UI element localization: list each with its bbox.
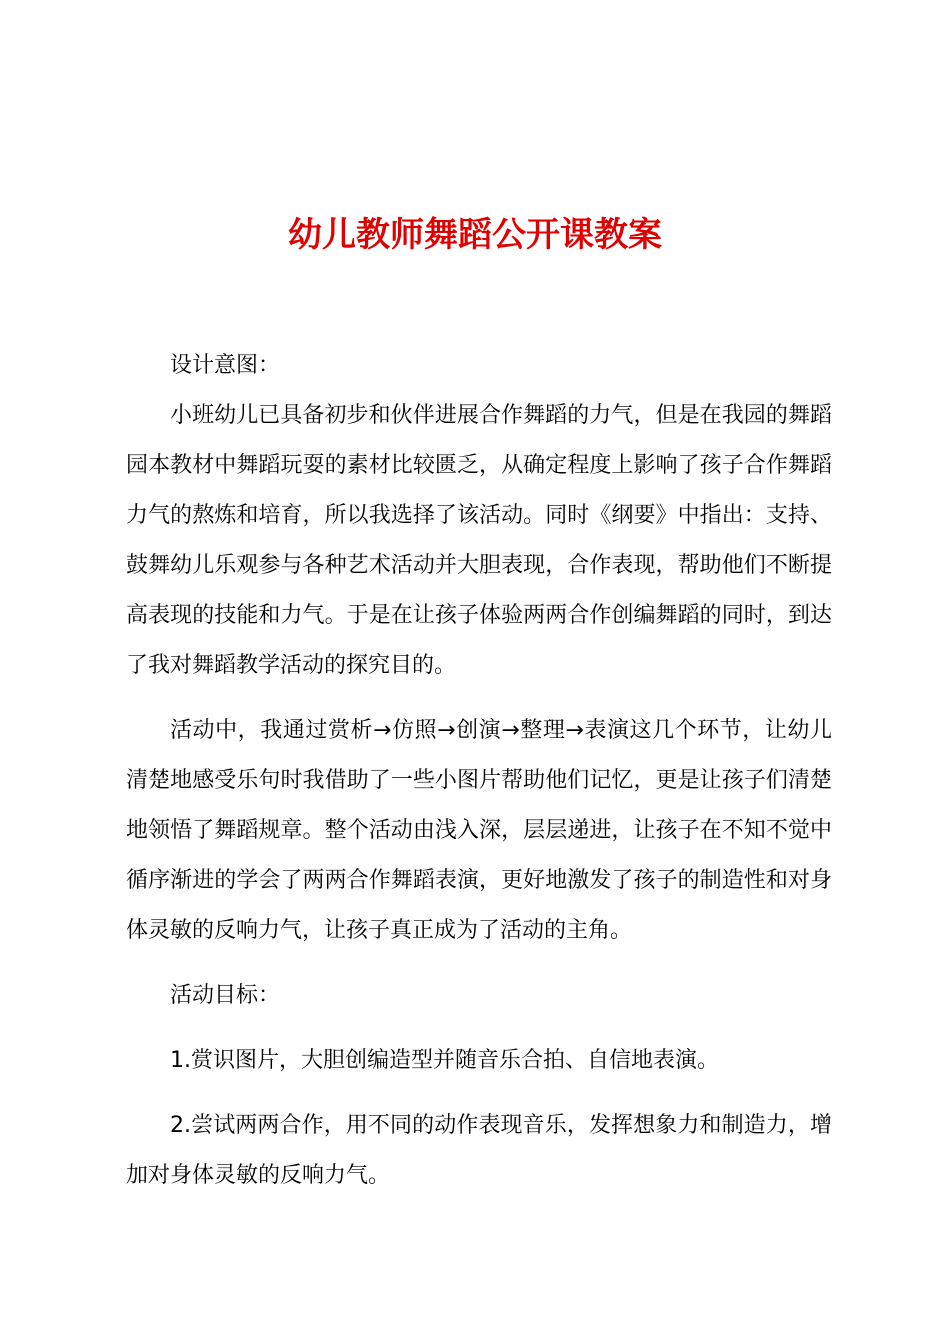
activity-goal-1: 1.赏识图片，大胆创编造型并随音乐合拍、自信地表演。 [170,1048,719,1073]
design-intent-heading: 设计意图： [170,353,281,378]
activity-goals-heading: 活动目标： [170,983,281,1008]
design-intent-paragraph-2: 活动中，我通过赏析→仿照→创演→整理→表演这几个环节，让幼儿清楚地感受乐句时我借助了一些小图片帮助他们记忆，更是让孩子们清楚地领悟了舞蹈规章。整个活动由浅入深，层层递进，让孩子在不知不觉中循序渐进的学会了两两合作舞蹈表演，更好地激发了孩子的制造性和对身体灵敏的反响力气，让孩子真正成为了活动的主角。 [126,718,832,943]
document-body [126,341,832,1201]
activity-goal-2: 2.尝试两两合作，用不同的动作表现音乐，发挥想象力和制造力，增加对身体灵敏的反响力气。 [126,1113,832,1188]
document-title: 幼儿教师舞蹈公开课教案 [288,215,662,255]
design-intent-paragraph-1: 小班幼儿已具备初步和伙伴进展合作舞蹈的力气，但是在我园的舞蹈园本教材中舞蹈玩耍的素材比较匮乏，从确定程度上影响了孩子合作舞蹈力气的熬炼和培育，所以我选择了该活动。同时《纲要》中指出：支持、鼓舞幼儿乐观参与各种艺术活动并大胆表现，合作表现，帮助他们不断提高表现的技能和力气。于是在让孩子体验两两合作创编舞蹈的同时，到达了我对舞蹈教学活动的探究目的。 [126,403,832,678]
